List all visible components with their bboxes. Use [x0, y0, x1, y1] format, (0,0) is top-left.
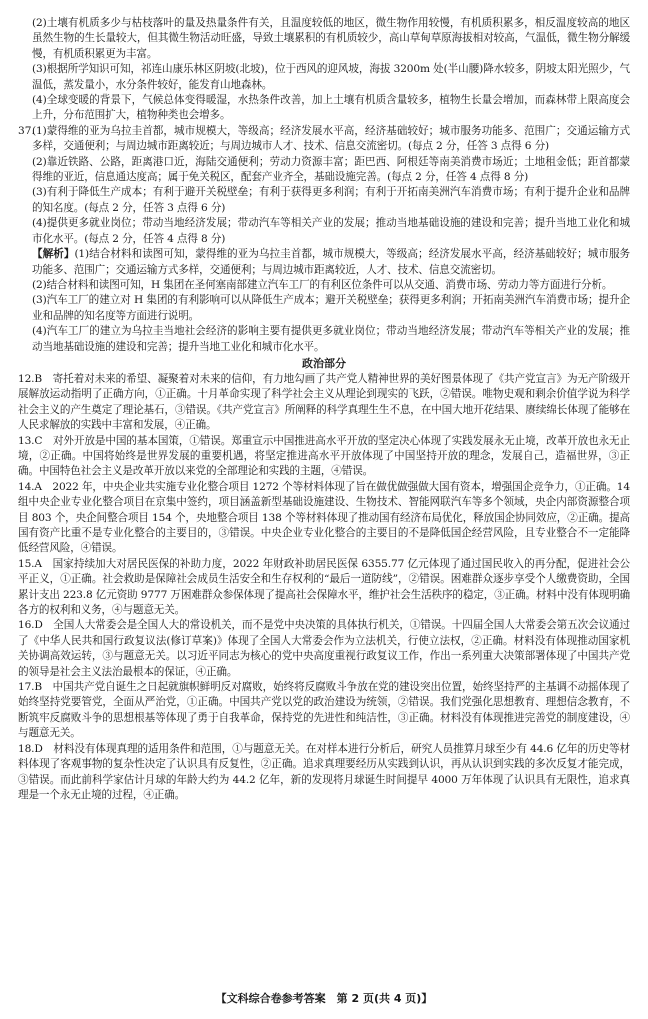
q37-answer-4: (4)提供更多就业岗位；带动当地经济发展；带动汽车等相关产业的发展；推动当地基础设施的建设和完善；提升当地工业化和城市化水平。(每点 2 分，任答 4 点得 8 分): [32, 217, 630, 245]
politics-heading: 政治部分: [302, 356, 346, 370]
question-37: [18, 124, 630, 355]
geography-continued: [18, 16, 630, 124]
q37-analysis-2: (2)结合材料和读图可知，H 集团在圣何塞南部建立汽车工厂的有利区位条件可以从交通、消费市场、劳动力等方面进行分析。: [32, 278, 613, 291]
politics-answer-12: 12.B 寄托着对未来的希望、凝聚着对未来的信仰，有力地勾画了共产党人精神世界的美好图景体现了《共产党宣言》为无产阶级开展解放运动指明了正确方向，①正确。十月革命实现了科学社会主义从理论到现实的飞跃，②错误。唯物史观和剩余价值学说为科学社会主义的产生奠定了理论基石，③错误。《共产党宣言》所阐释的科学真理生生不息，在中国大地开花结果、赓续绵长体现了能够在人民求解放的实践中丰富和发展，④正确。: [18, 372, 630, 432]
politics-answer-18: 18.D 材料没有体现真理的适用条件和范围，①与题意无关。在对样本进行分析后，研究人员推算月球至少有 44.6 亿年的历史等材料体现了客观事物的复杂性决定了认识具有反复性，②正确。追求真理要经历从实践到认识，再从认识到实践的多次反复才能完成，③错误。而此前科学家估计月球的年龄大约为 44.2 亿年，新的发现将月球诞生时间提早 4000 万年体现了认识具有无限性，追求真理是一个永无止境的过程，④正确。: [18, 742, 630, 801]
politics-answers: [18, 372, 630, 803]
question-37-number: 37.: [18, 124, 35, 137]
q37-analysis-1-text: (1)结合材料和读图可知，蒙得维的亚为乌拉圭首都，城市规模大，等级高；经济发展水平高，经济基础较好；城市服务功能多、范围广；交通运输方式多样，交通便利；与周边城市距离较近，人才、技术、信息交流密切。: [32, 248, 630, 276]
analysis-tag: 【解析】: [32, 248, 75, 261]
politics-answer-16: 16.D 全国人大常委会是全国人大的常设机关，而不是党中央决策的具体执行机关，①错误。十四届全国人大常委会第五次会议通过了《中华人民共和国行政复议法(修订草案)》体现了全国人大常委会作为立法机关，行使立法权，②正确。材料没有体现推动国家机关协调高效运转，③与题意无关。以习近平同志为核心的党中央高度重视行政复议工作，作出一系列重大决策部署体现了中国共产党的领导是社会主义法治最根本的保证，④正确。: [18, 619, 630, 678]
politics-answer-15: 15.A 国家持续加大对居民医保的补助力度，2022 年财政补助居民医保 6355.77 亿元体现了通过国民收入的再分配，促进社会公平正义，①正确。社会救助是保障社会成员生活安全和生存权利的“最后一道防线”，②错误。困难群众逐步享受个人缴费资助，全国累计支出 223.8 亿元资助 9777 万困难群众参保体现了提高社会保障水平，维护社会生活秩序的稳定，③正确。材料中没有体现明确各方的权利和义务，④与题意无关。: [18, 557, 630, 617]
q37-analysis-4: (4)汽车工厂的建立为乌拉圭当地社会经济的影响主要有提供更多就业岗位；带动当地经济发展；带动汽车等相关产业的发展；推动当地基础设施的建设和完善；提升当地工业化和城市化水平。: [32, 325, 630, 353]
q37-analysis-1: [32, 247, 630, 278]
politics-answer-17: 17.B 中国共产党自诞生之日起就旗帜鲜明反对腐败，始终将反腐败斗争放在党的建设突出位置，始终坚持严的主基调不动摇体现了始终坚持党要管党，全面从严治党，①正确。中国共产党以党的政治建设为统领，②错误。我们党强化思想教育、理想信念教育，不断筑牢反腐败斗争的思想根基等体现了勇于自我革命，保持党的先进性和纯洁性，③正确。材料没有体现推进完善党的制度建设，④与题意无关。: [18, 681, 630, 740]
q37-answer-3: (3)有利于降低生产成本；有利于避开关税壁垒；有利于获得更多利润；有利于开拓南美洲汽车消费市场；有利于提升企业和品牌的知名度。(每点 2 分，任答 3 点得 6 分): [32, 186, 630, 214]
geo-answer-3: (3)根据所学知识可知，祁连山康乐林区阴坡(北坡)，位于西风的迎风坡，海拔 3200m 处(半山腰)降水较多，阴坡太阳光照少，气温低，蒸发量小，水分条件较好，能发育山地森林。: [32, 63, 630, 91]
politics-answer-13: 13.C 对外开放是中国的基本国策，①错误。郑重宣示中国推进高水平开放的坚定决心体现了实践发展永无止境，改革开放也永无止境，②正确。中国将始终是世界发展的重要机遇，将坚定推进高水平开放体现了中国坚持开放的理念，发展自己，造福世界，③正确。中国特色社会主义是改革开放以来党的全部理论和实践的主题，④错误。: [18, 434, 630, 478]
q37-answer-2: (2)靠近铁路、公路，距离港口近，海陆交通便利；劳动力资源丰富；距巴西、阿根廷等南美消费市场近；土地租金低；距首都蒙得维的亚近，信息通达度高；属于免关税区，配套产业齐全，基础设施完善。(每点 2 分，任答 4 点得 8 分): [32, 155, 630, 184]
geo-answer-4: (4)全球变暖的背景下，气候总体变得暖湿，水热条件改善，加上土壤有机质含量较多，植物生长量会增加，而森林带上限高度会上升，分布范围扩大，植物种类也会增多。: [32, 94, 630, 122]
page-footer: 【文科综合卷参考答案 第 2 页(共 4 页)】: [215, 992, 433, 1005]
geo-answer-2: (2)土壤有机质多少与枯枝落叶的量及热量条件有关，且温度较低的地区，微生物作用较慢，有机质积累多，相反温度较高的地区虽然生物的生长量较大，但其微生物活动旺盛，导致土壤累积的有机质较少，高山草甸草原海拔相对较高，气温低，微生物分解缓慢，有机质积累更为丰富。: [32, 17, 630, 60]
politics-answer-14: 14.A 2022 年，中央企业共实施专业化整合项目 1272 个等材料体现了旨在做优做强做大国有资本，增强国企竞争力，①正确。14 组中央企业专业化整合项目在京集中签约，项目涵盖新型基础设施建设、生物技术、智能网联汽车等多个领域，央企内部资源整合项目 803 个，央企间整合项目 154 个，央地整合项目 138 个等材料体现了推动国有经济布局优化，释放国企协同效应，②正确。提高国有资产比重不是专业化整合的主要目的，③错误。中央企业专业化整合的主要目的不是降低国企经营风险，且专业整合不一定能降低经营风险，④错误。: [18, 480, 630, 555]
q37-answer-1: (1)蒙得维的亚为乌拉圭首都，城市规模大，等级高；经济发展水平高，经济基础较好；城市服务功能多、范围广；交通运输方式多样，交通便利；与周边城市距离较近；与周边城市人才、技术、信息交流密切。(每点 2 分，任答 3 点得 6 分): [32, 124, 630, 153]
q37-analysis-3: (3)汽车工厂的建立对 H 集团的有利影响可以从降低生产成本；避开关税壁垒；获得更多利润；开拓南美洲汽车消费市场；提升企业和品牌的知名度等方面进行说明。: [32, 294, 630, 322]
